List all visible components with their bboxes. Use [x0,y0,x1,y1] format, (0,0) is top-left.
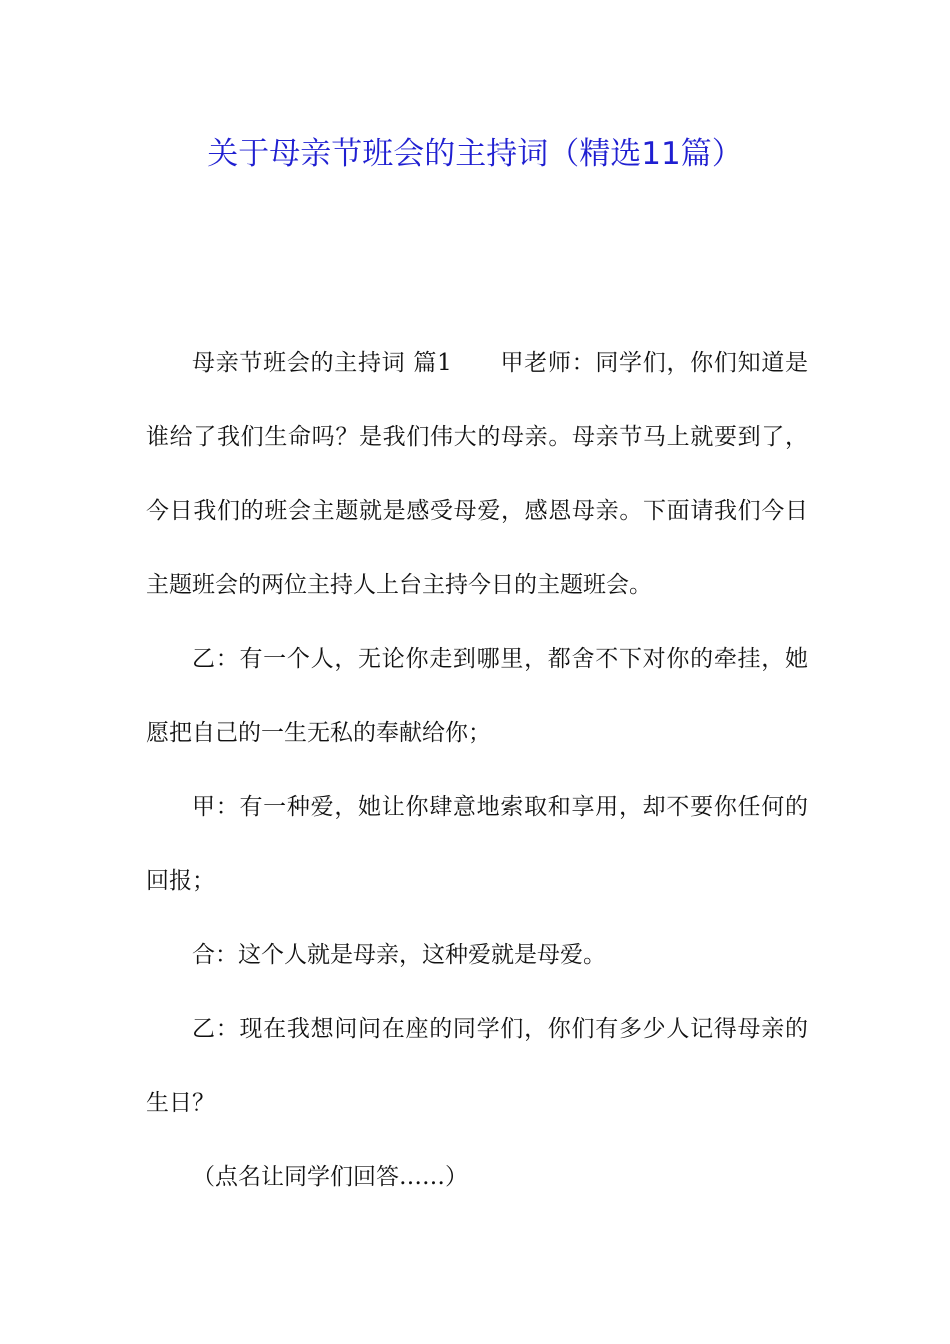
paragraph-2: 乙：有一个人，无论你走到哪里，都舍不下对你的牵挂，她愿把自己的一生无私的奉献给你； [146,646,808,746]
document-body [146,326,808,1214]
section-heading: 母亲节班会的主持词 篇1 [192,350,452,376]
paragraph-3: 甲：有一种爱，她让你肆意地索取和享用，却不要你任何的回报； [146,794,808,894]
paragraph-6: （点名让同学们回答……） [192,1164,468,1190]
paragraph-5: 乙：现在我想问问在座的同学们，你们有多少人记得母亲的生日？ [146,1016,808,1116]
paragraph-4: 合：这个人就是母亲，这种爱就是母爱。 [192,942,606,968]
document-title: 关于母亲节班会的主持词（精选11篇） [207,136,743,172]
paragraph-1 [146,326,808,622]
paragraph-text: 甲老师：同学们，你们知道是谁给了我们生命吗？是我们伟大的母亲。母亲节马上就要到了，今日我们的班会主题就是感受母爱，感恩母亲。下面请我们今日主题班会的两位主持人上台主持今日的主题班会。 [146,350,808,598]
